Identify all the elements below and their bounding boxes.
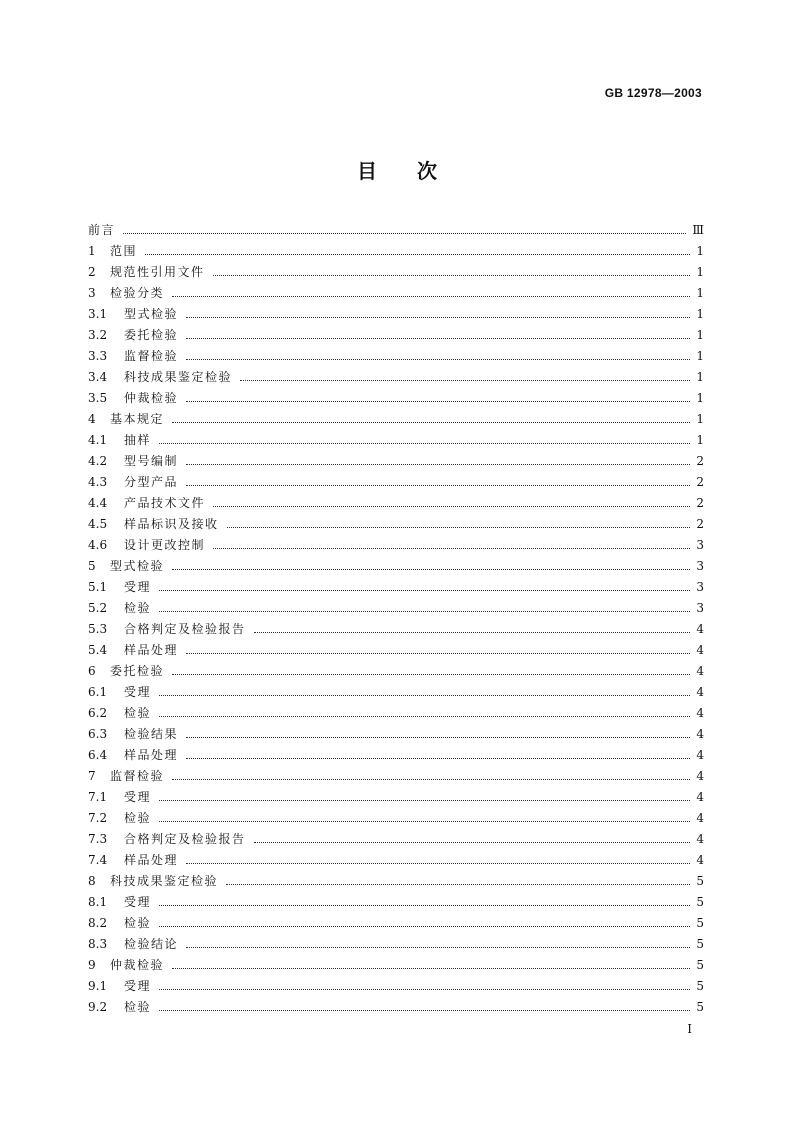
toc-entry-number: 5 — [88, 559, 96, 573]
toc-entry-number: 1 — [88, 244, 96, 258]
toc-entry-title: 委托检验 — [110, 664, 165, 678]
dot-leader — [186, 862, 690, 864]
toc-entry-number: 7.2 — [88, 811, 108, 825]
title-char: 目 — [357, 159, 377, 183]
toc-entry-title: 受理 — [124, 580, 152, 594]
toc-entry[interactable] — [88, 325, 704, 346]
dot-leader — [159, 799, 690, 801]
toc-entry-page: 5 — [696, 958, 704, 972]
toc-entry-title: 检验结论 — [124, 937, 179, 951]
toc-entry-page: 4 — [696, 811, 704, 825]
standard-code: GB 12978—2003 — [604, 86, 702, 100]
toc-entry-page: 3 — [696, 559, 704, 573]
toc-entry-title: 抽样 — [124, 433, 152, 447]
toc-entry-title: 科技成果鉴定检验 — [110, 874, 219, 888]
toc-entry[interactable] — [88, 976, 704, 997]
toc-entry-page: 1 — [696, 349, 704, 363]
toc-entry-page: 3 — [696, 580, 704, 594]
dot-leader — [172, 295, 690, 297]
dot-leader — [159, 694, 690, 696]
toc-entry-number: 3.4 — [88, 370, 108, 384]
toc-entry-number: 4.4 — [88, 496, 108, 510]
toc-entry[interactable] — [88, 703, 704, 724]
toc-entry-page: 4 — [696, 706, 704, 720]
toc-entry-page: 1 — [696, 265, 704, 279]
dot-leader — [159, 1009, 690, 1011]
toc-entry-page: 1 — [696, 328, 704, 342]
toc-entry-number: 4.5 — [88, 517, 108, 531]
dot-leader — [172, 673, 690, 675]
dot-leader — [172, 778, 690, 780]
toc-entry-number: 5.4 — [88, 643, 108, 657]
toc-entry[interactable] — [88, 808, 704, 829]
toc-entry-title: 样品处理 — [124, 748, 179, 762]
toc-entry-number: 7.3 — [88, 832, 108, 846]
toc-entry-page: 1 — [696, 412, 704, 426]
toc-entry-title: 合格判定及检验报告 — [124, 622, 246, 636]
toc-entry-page: 4 — [696, 664, 704, 678]
toc-entry-title: 检验 — [124, 601, 152, 615]
toc-entry[interactable] — [88, 409, 704, 430]
toc-entry[interactable] — [88, 787, 704, 808]
toc-entry-page: 4 — [696, 685, 704, 699]
toc-entry-title: 监督检验 — [124, 349, 179, 363]
toc-entry-number: 7 — [88, 769, 96, 783]
toc-entry-title: 受理 — [124, 895, 152, 909]
toc-entry-number: 3.3 — [88, 349, 108, 363]
toc-entry[interactable] — [88, 451, 704, 472]
toc-entry-title: 合格判定及检验报告 — [124, 832, 246, 846]
toc-entry-title: 科技成果鉴定检验 — [124, 370, 233, 384]
toc-entry[interactable] — [88, 934, 704, 955]
toc-entry-page: 4 — [696, 622, 704, 636]
toc-entry-page: 1 — [696, 370, 704, 384]
toc-entry-number: 6.2 — [88, 706, 108, 720]
toc-entry-title: 检验结果 — [124, 727, 179, 741]
dot-leader — [186, 463, 690, 465]
toc-entry[interactable] — [88, 871, 704, 892]
toc-entry-number: 8.3 — [88, 937, 108, 951]
dot-leader — [186, 736, 690, 738]
toc-entry-page: 4 — [696, 727, 704, 741]
toc-entry-number: 6 — [88, 664, 96, 678]
dot-leader — [226, 883, 690, 885]
toc-entry[interactable] — [88, 682, 704, 703]
toc-entry-title: 基本规定 — [110, 412, 165, 426]
toc-entry[interactable] — [88, 829, 704, 850]
dot-leader — [159, 589, 690, 591]
toc-entry-title: 样品标识及接收 — [124, 517, 219, 531]
toc-entry-title: 仲裁检验 — [124, 391, 179, 405]
toc-entry-number: 2 — [88, 265, 96, 279]
toc-entry-page: 5 — [696, 1000, 704, 1014]
dot-leader — [159, 715, 690, 717]
dot-leader — [186, 484, 690, 486]
toc-entry-page: 2 — [696, 475, 704, 489]
toc-entry[interactable] — [88, 724, 704, 745]
toc-entry-page: 1 — [696, 307, 704, 321]
page-number: I — [687, 1022, 692, 1036]
toc-entry[interactable] — [88, 283, 704, 304]
dot-leader — [159, 904, 690, 906]
dot-leader — [172, 568, 690, 570]
toc-entry-number: 9 — [88, 958, 96, 972]
dot-leader — [213, 547, 690, 549]
toc-entry-title: 仲裁检验 — [110, 958, 165, 972]
dot-leader — [145, 253, 690, 255]
toc-entry-number: 6.3 — [88, 727, 108, 741]
toc-entry[interactable] — [88, 745, 704, 766]
toc-entry[interactable] — [88, 346, 704, 367]
dot-leader — [159, 442, 690, 444]
toc-entry-title: 规范性引用文件 — [110, 265, 205, 279]
toc-entry[interactable] — [88, 430, 704, 451]
title-char: 次 — [417, 159, 437, 183]
dot-leader — [186, 316, 690, 318]
toc-entry-number: 4.6 — [88, 538, 108, 552]
toc-entry[interactable] — [88, 262, 704, 283]
toc-entry[interactable] — [88, 367, 704, 388]
dot-leader — [123, 232, 686, 234]
toc-entry[interactable] — [88, 577, 704, 598]
dot-leader — [159, 820, 690, 822]
dot-leader — [159, 925, 690, 927]
toc-entry-page: 1 — [696, 391, 704, 405]
dot-leader — [186, 652, 690, 654]
toc-entry-title: 检验分类 — [110, 286, 165, 300]
dot-leader — [254, 841, 690, 843]
dot-leader — [213, 274, 690, 276]
dot-leader — [172, 421, 690, 423]
toc-entry[interactable] — [88, 388, 704, 409]
toc-entry-number: 7.4 — [88, 853, 108, 867]
toc-entry-title: 受理 — [124, 979, 152, 993]
toc-entry-title: 分型产品 — [124, 475, 179, 489]
toc-entry-number: 8 — [88, 874, 96, 888]
toc-entry-title: 受理 — [124, 790, 152, 804]
toc-entry-page: 4 — [696, 790, 704, 804]
toc-entry-title: 检验 — [124, 706, 152, 720]
toc-entry-number: 4.2 — [88, 454, 108, 468]
table-of-contents — [88, 220, 704, 1018]
toc-entry-page: 2 — [696, 496, 704, 510]
page-title — [0, 155, 794, 184]
toc-entry-number: 4 — [88, 412, 96, 426]
toc-entry-title: 检验 — [124, 811, 152, 825]
toc-entry-title: 型号编制 — [124, 454, 179, 468]
toc-entry-page: 4 — [696, 643, 704, 657]
dot-leader — [213, 505, 690, 507]
toc-entry-number: 3.1 — [88, 307, 108, 321]
toc-entry-title: 样品处理 — [124, 853, 179, 867]
toc-entry-page: 2 — [696, 454, 704, 468]
dot-leader — [186, 946, 690, 948]
toc-entry-number: 4.3 — [88, 475, 108, 489]
dot-leader — [186, 400, 690, 402]
toc-entry-number: 5.1 — [88, 580, 108, 594]
toc-entry[interactable] — [88, 997, 704, 1018]
toc-entry-page: 5 — [696, 979, 704, 993]
toc-entry-number: 6.1 — [88, 685, 108, 699]
toc-entry-page: 4 — [696, 853, 704, 867]
toc-entry-page: 4 — [696, 748, 704, 762]
toc-entry-page: 4 — [696, 832, 704, 846]
toc-entry-number: 9.1 — [88, 979, 108, 993]
toc-entry-number: 6.4 — [88, 748, 108, 762]
toc-entry[interactable] — [88, 850, 704, 871]
toc-entry[interactable] — [88, 535, 704, 556]
toc-entry[interactable] — [88, 514, 704, 535]
toc-entry-title: 设计更改控制 — [124, 538, 206, 552]
dot-leader — [240, 379, 690, 381]
toc-entry-number: 3.2 — [88, 328, 108, 342]
toc-entry-number: 8.1 — [88, 895, 108, 909]
toc-entry-title: 产品技术文件 — [124, 496, 206, 510]
toc-entry-number: 3 — [88, 286, 96, 300]
toc-entry[interactable] — [88, 955, 704, 976]
toc-entry[interactable] — [88, 892, 704, 913]
toc-entry-title: 检验 — [124, 916, 152, 930]
toc-entry-title: 型式检验 — [124, 307, 179, 321]
toc-entry[interactable] — [88, 619, 704, 640]
dot-leader — [172, 967, 690, 969]
toc-entry[interactable] — [88, 640, 704, 661]
toc-entry-title: 型式检验 — [110, 559, 165, 573]
toc-entry-page: 1 — [696, 244, 704, 258]
toc-entry[interactable] — [88, 661, 704, 682]
toc-entry-title: 样品处理 — [124, 643, 179, 657]
toc-entry-page: 5 — [696, 895, 704, 909]
toc-entry-number: 3.5 — [88, 391, 108, 405]
toc-entry-number: 8.2 — [88, 916, 108, 930]
toc-entry-page: 5 — [696, 916, 704, 930]
toc-entry-title: 监督检验 — [110, 769, 165, 783]
toc-entry-page: 2 — [696, 517, 704, 531]
toc-entry[interactable] — [88, 241, 704, 262]
toc-entry-title: 前言 — [88, 223, 116, 237]
toc-entry-title: 受理 — [124, 685, 152, 699]
toc-entry[interactable] — [88, 304, 704, 325]
toc-entry-page: 3 — [696, 538, 704, 552]
toc-entry-page: 5 — [696, 874, 704, 888]
toc-entry[interactable] — [88, 766, 704, 787]
toc-entry-page: Ⅲ — [692, 223, 704, 237]
toc-entry[interactable] — [88, 220, 704, 241]
dot-leader — [186, 757, 690, 759]
toc-entry[interactable] — [88, 493, 704, 514]
toc-entry-number: 5.3 — [88, 622, 108, 636]
toc-entry-title: 检验 — [124, 1000, 152, 1014]
toc-entry-page: 4 — [696, 769, 704, 783]
toc-entry-number: 4.1 — [88, 433, 108, 447]
toc-entry[interactable] — [88, 472, 704, 493]
toc-entry[interactable] — [88, 598, 704, 619]
toc-entry-title: 范围 — [110, 244, 138, 258]
toc-entry[interactable] — [88, 556, 704, 577]
dot-leader — [186, 358, 690, 360]
toc-entry-page: 1 — [696, 433, 704, 447]
toc-entry-number: 5.2 — [88, 601, 108, 615]
dot-leader — [186, 337, 690, 339]
dot-leader — [227, 526, 690, 528]
toc-entry[interactable] — [88, 913, 704, 934]
toc-entry-number: 7.1 — [88, 790, 108, 804]
toc-entry-number: 9.2 — [88, 1000, 108, 1014]
toc-entry-page: 3 — [696, 601, 704, 615]
dot-leader — [159, 610, 690, 612]
dot-leader — [159, 988, 690, 990]
toc-entry-title: 委托检验 — [124, 328, 179, 342]
toc-entry-page: 1 — [696, 286, 704, 300]
dot-leader — [254, 631, 690, 633]
toc-entry-page: 5 — [696, 937, 704, 951]
